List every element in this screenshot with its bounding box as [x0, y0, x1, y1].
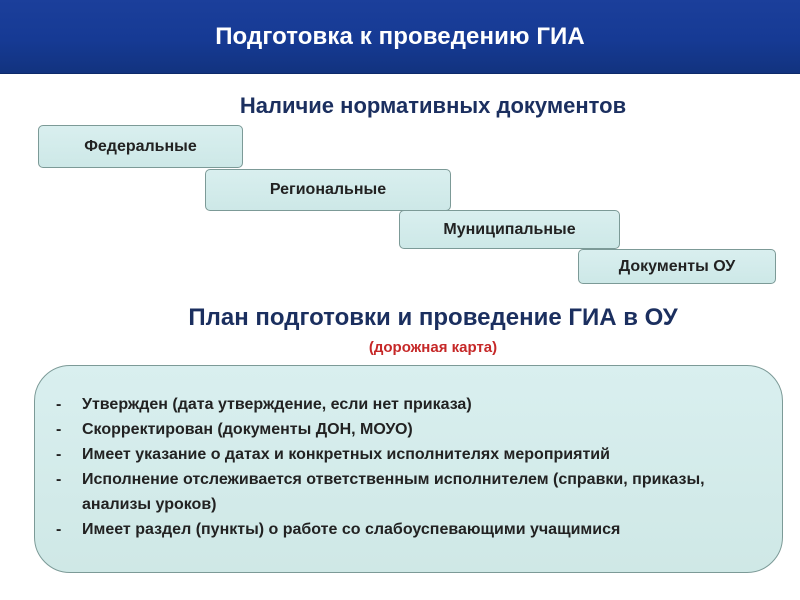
slide-title: Подготовка к проведению ГИА: [215, 22, 585, 50]
plan-list: [56, 392, 772, 542]
federal-documents-box: Федеральные: [38, 125, 243, 168]
dash-bullet-icon: -: [56, 521, 62, 538]
plan-item: [56, 467, 772, 517]
plan-item: [56, 417, 772, 442]
dash-bullet-icon: -: [56, 396, 62, 413]
plan-item-text: Скорректирован (документы ДОН, МОУО): [82, 421, 413, 438]
regional-documents-box: Региональные: [205, 169, 451, 211]
plan-heading: План подготовки и проведение ГИА в ОУ: [188, 304, 678, 331]
plan-subheading: (дорожная карта): [368, 339, 498, 356]
school-documents-box: Документы ОУ: [578, 249, 776, 284]
plan-item-text: Исполнение отслеживается ответственным исполнителем (справки, приказы, анализы уроков): [82, 471, 705, 513]
plan-item-text: Имеет раздел (пункты) о работе со слабоуспевающими учащимися: [82, 521, 621, 538]
plan-item-text: Утвержден (дата утверждение, если нет приказа): [82, 396, 472, 413]
documents-heading: Наличие нормативных документов: [239, 93, 627, 118]
municipal-documents-box: Муниципальные: [399, 210, 620, 249]
plan-item: [56, 442, 772, 467]
dash-bullet-icon: -: [56, 446, 62, 463]
plan-item: [56, 517, 772, 542]
plan-item: [56, 392, 772, 417]
dash-bullet-icon: -: [56, 471, 62, 488]
dash-bullet-icon: -: [56, 421, 62, 438]
plan-item-text: Имеет указание о датах и конкретных исполнителях мероприятий: [82, 446, 610, 463]
